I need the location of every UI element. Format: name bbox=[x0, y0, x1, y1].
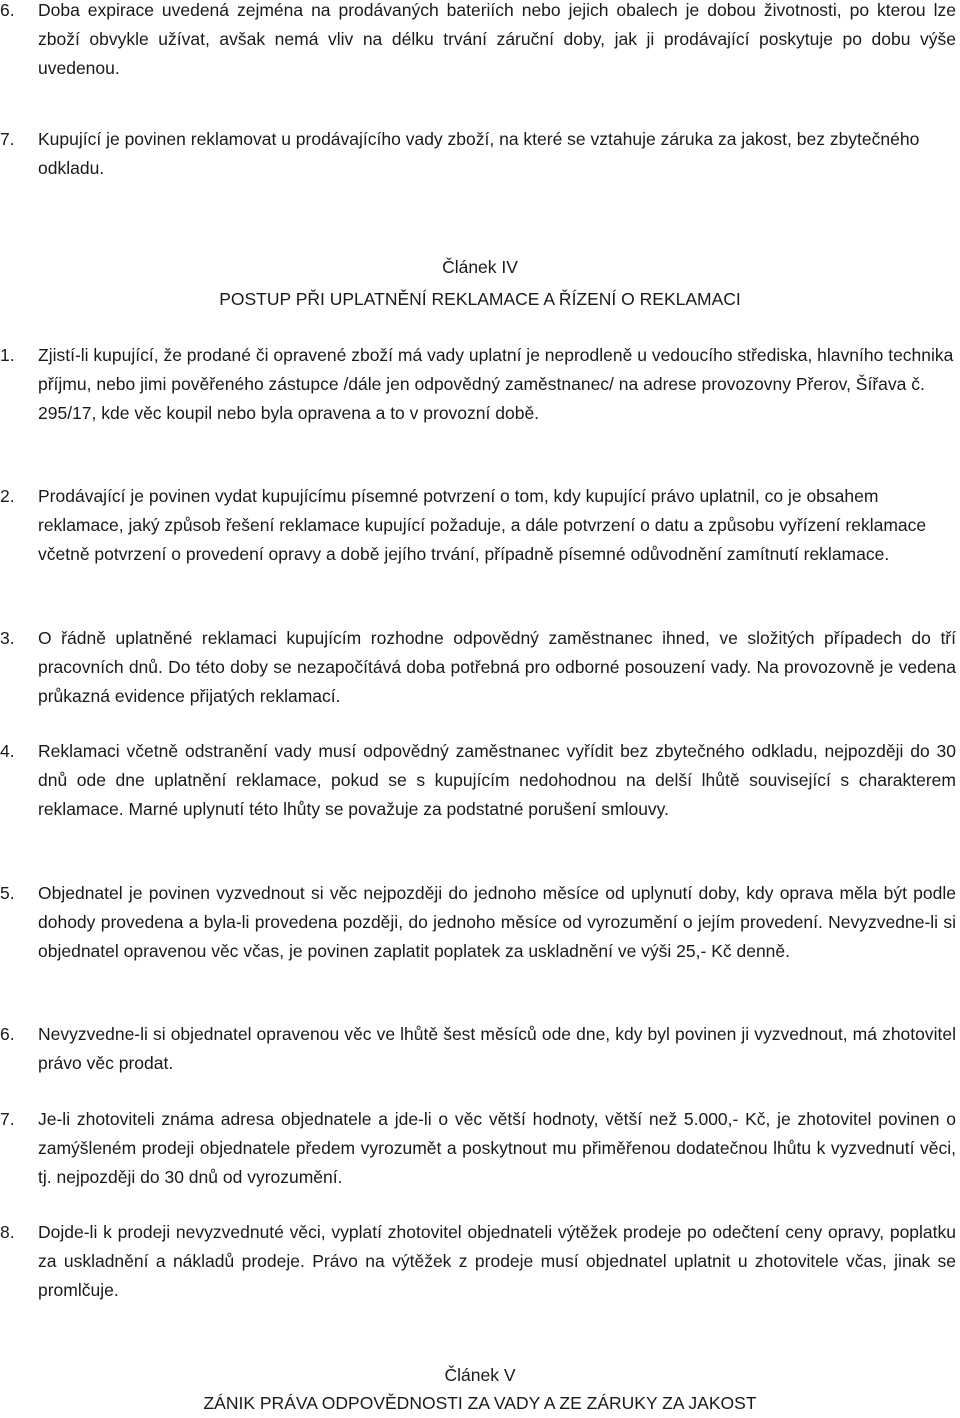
list-item bbox=[0, 624, 956, 711]
list-item bbox=[0, 1105, 956, 1192]
list-item bbox=[0, 1218, 956, 1305]
list-item-number: 3. bbox=[0, 628, 15, 648]
article-subtitle: POSTUP PŘI UPLATNĚNÍ REKLAMACE A ŘÍZENÍ O REKLAMACI bbox=[219, 289, 741, 309]
list-item-text: Kupující je povinen reklamovat u prodávajícího vady zboží, na které se vztahuje záruka za jakost, bez zbytečného odkladu. bbox=[38, 129, 920, 178]
list-item-number: 7. bbox=[0, 1109, 15, 1129]
list-item-number: 4. bbox=[0, 741, 15, 761]
list-item-number: 5. bbox=[0, 883, 15, 903]
article-title: Článek V bbox=[444, 1365, 516, 1385]
list-item-text: Objednatel je povinen vyzvednout si věc nejpozději do jednoho měsíce od uplynutí doby, kdy oprava měla být podle dohody provedena a byla-li provedena později, do jednoho měsíce od vyrozumění o jejím provedení. Nevyzvedne-li si objednatel opravenou věc včas, je povinen zaplatit poplatek za uskladnění ve výši 25,- Kč denně. bbox=[38, 883, 956, 961]
list-item-number: 6. bbox=[0, 1024, 15, 1044]
list-item-number: 7. bbox=[0, 129, 15, 149]
list-item-text: Reklamaci včetně odstranění vady musí odpovědný zaměstnanec vyřídit bez zbytečného odkladu, nejpozději do 30 dnů ode dne uplatnění reklamace, pokud se s kupujícím nedohodnou na delší lhůtě související s charakterem reklamace. Marné uplynutí této lhůty se považuje za podstatné porušení smlouvy. bbox=[38, 741, 956, 819]
list-item-text: Prodávající je povinen vydat kupujícímu písemné potvrzení o tom, kdy kupující právo uplatnil, co je obsahem reklamace, jaký způsob řešení reklamace kupující požaduje, a dále potvrzení o datu a způsobu vyřízení reklamace včetně potvrzení o provedení opravy a době jejího trvání, případně písemné odůvodnění zamítnutí reklamace. bbox=[38, 486, 927, 564]
list-item-number: 2. bbox=[0, 486, 15, 506]
article-subtitle: ZÁNIK PRÁVA ODPOVĚDNOSTI ZA VADY A ZE ZÁRUKY ZA JAKOST bbox=[203, 1393, 757, 1413]
list-item-number: 1. bbox=[0, 345, 15, 365]
article-title: Článek IV bbox=[442, 257, 518, 277]
list-item-text: O řádně uplatněné reklamaci kupujícím rozhodne odpovědný zaměstnanec ihned, ve složitých případech do tří pracovních dnů. Do této doby se nezapočítává doba potřebná pro odborné posouzení vady. Na provozovně je vedena průkazná evidence přijatých reklamací. bbox=[38, 628, 956, 706]
list-item-text: Dojde-li k prodeji nevyzvednuté věci, vyplatí zhotovitel objednateli výtěžek prodeje po odečtení ceny opravy, poplatku za uskladnění a nákladů prodeje. Právo na výtěžek z prodeje musí objednatel uplatnit u zhotovitele včas, jinak se promlčuje. bbox=[38, 1222, 956, 1300]
list-item-text: Zjistí-li kupující, že prodané či opravené zboží má vady uplatní je neprodleně u vedoucího střediska, hlavního technika příjmu, nebo jimi pověřeného zástupce /dále jen odpovědný zaměstnanec/ na adrese provozovny Přerov, Šířava č. 295/17, kde věc koupil nebo byla opravena a to v provozní době. bbox=[38, 345, 954, 423]
list-item bbox=[0, 879, 956, 966]
list-item bbox=[0, 341, 956, 428]
list-item bbox=[0, 482, 956, 569]
list-item bbox=[0, 1020, 956, 1078]
list-item-text: Je-li zhotoviteli známa adresa objednatele a jde-li o věc větší hodnoty, větší než 5.000,- Kč, je zhotovitel povinen o zamýšleném prodeji objednatele předem vyrozumět a poskytnout mu přiměřenou dodatečnou lhůtu k vyzvednutí věci, tj. nejpozději do 30 dnů od vyrozumění. bbox=[38, 1109, 956, 1187]
list-item-text: Doba expirace uvedená zejména na prodávaných bateriích nebo jejich obalech je dobou životnosti, po kterou lze zboží obvykle užívat, avšak nemá vliv na délku trvání záruční doby, jak ji prodávající poskytuje po dobu výše uvedenou. bbox=[38, 0, 956, 78]
list-item-text: Nevyzvedne-li si objednatel opravenou věc ve lhůtě šest měsíců ode dne, kdy byl povinen ji vyzvednout, má zhotovitel právo věc prodat. bbox=[38, 1024, 956, 1073]
list-item-number: 6. bbox=[0, 0, 15, 20]
list-item bbox=[0, 0, 956, 83]
list-item-number: 8. bbox=[0, 1222, 15, 1242]
list-item bbox=[0, 737, 956, 824]
list-item bbox=[0, 125, 956, 183]
